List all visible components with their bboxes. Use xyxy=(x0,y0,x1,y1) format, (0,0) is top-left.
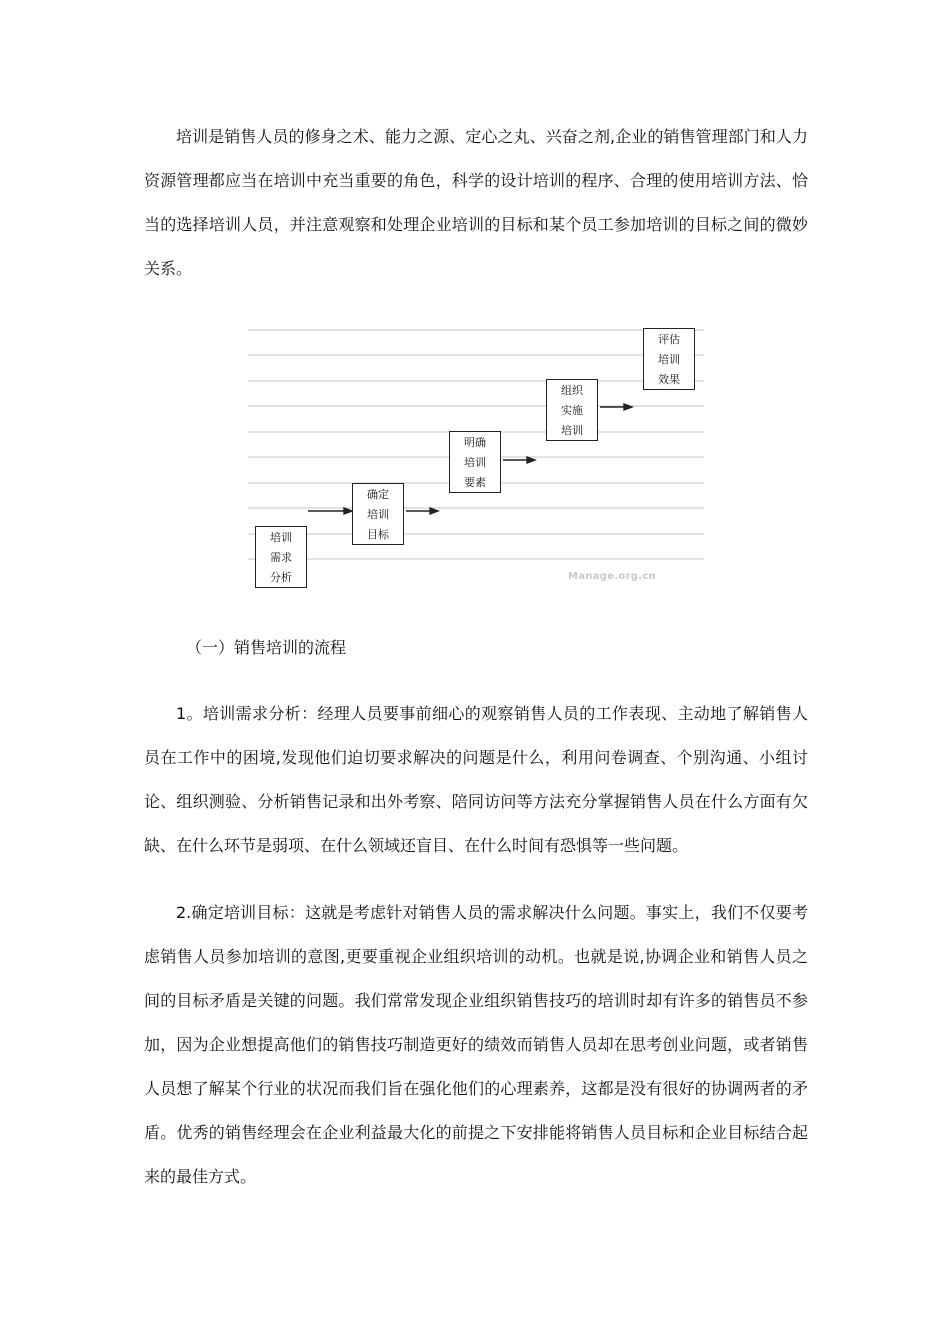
step2-paragraph: 2.确定培训目标：这就是考虑针对销售人员的需求解决什么问题。事实上，我们不仅要考虑销售人员参加培训的意图,更要重视企业组织培训的动机。也就是说,协调企业和销售人员之间的目标矛盾是关键的问题。我们常常发现企业组织销售技巧的培训时却有许多的销售员不参加，因为企业想提高他们的销售技巧制造更好的绩效而销售人员却在思考创业问题，或者销售人员想了解某个行业的状况而我们旨在强化他们的心理素养，这都是没有很好的协调两者的矛盾。优秀的销售经理会在企业利益最大化的前提之下安排能将销售人员目标和企业目标结合起来的最佳方式。 xyxy=(144,903,808,1186)
step-label: 目标 xyxy=(367,528,389,541)
section-heading: （一）销售培训的流程 xyxy=(186,638,347,657)
step-label: 明确 xyxy=(464,436,486,449)
step-label: 培训 xyxy=(270,531,292,544)
step-box-evaluate-results xyxy=(643,328,695,390)
step-label: 需求 xyxy=(270,551,292,564)
step-label: 评估 xyxy=(658,333,680,346)
arrow-head xyxy=(344,508,352,514)
arrow-head xyxy=(527,457,535,463)
intro-paragraph: 培训是销售人员的修身之术、能力之源、定心之丸、兴奋之剂,企业的销售管理部门和人力资源管理都应当在培训中充当重要的角色，科学的设计培训的程序、合理的使用培训方法、恰当的选择培训人员，并注意观察和处理企业培训的目标和某个员工参加培训的目标之间的微妙关系。 xyxy=(144,127,808,278)
step-label: 分析 xyxy=(270,571,292,584)
step-label: 要素 xyxy=(464,476,486,489)
diagram-watermark: Manage.org.cn xyxy=(568,571,657,582)
arrow-head xyxy=(430,508,438,514)
step-box-set-objectives xyxy=(352,483,404,545)
step-label: 效果 xyxy=(658,373,680,386)
step-box-define-elements xyxy=(449,431,501,493)
step-box-implement-training xyxy=(546,379,598,441)
training-process-diagram xyxy=(248,323,704,593)
step-label: 培训 xyxy=(658,353,680,366)
step-label: 组织 xyxy=(561,384,583,397)
step-label: 确定 xyxy=(367,488,389,501)
step-label: 培训 xyxy=(464,456,486,469)
step-label: 培训 xyxy=(367,508,389,521)
arrow-head xyxy=(624,404,632,410)
step-box-needs-analysis xyxy=(255,526,307,588)
step1-paragraph: 1。培训需求分析：经理人员要事前细心的观察销售人员的工作表现、主动地了解销售人员在工作中的困境,发现他们迫切要求解决的问题是什么，利用问卷调查、个别沟通、小组讨论、组织测验、分析销售记录和出外考察、陪同访问等方法充分掌握销售人员在什么方面有欠缺、在什么环节是弱项、在什么领域还盲目、在什么时间有恐惧等一些问题。 xyxy=(144,704,808,855)
step-label: 培训 xyxy=(561,424,583,437)
step-label: 实施 xyxy=(561,404,583,417)
